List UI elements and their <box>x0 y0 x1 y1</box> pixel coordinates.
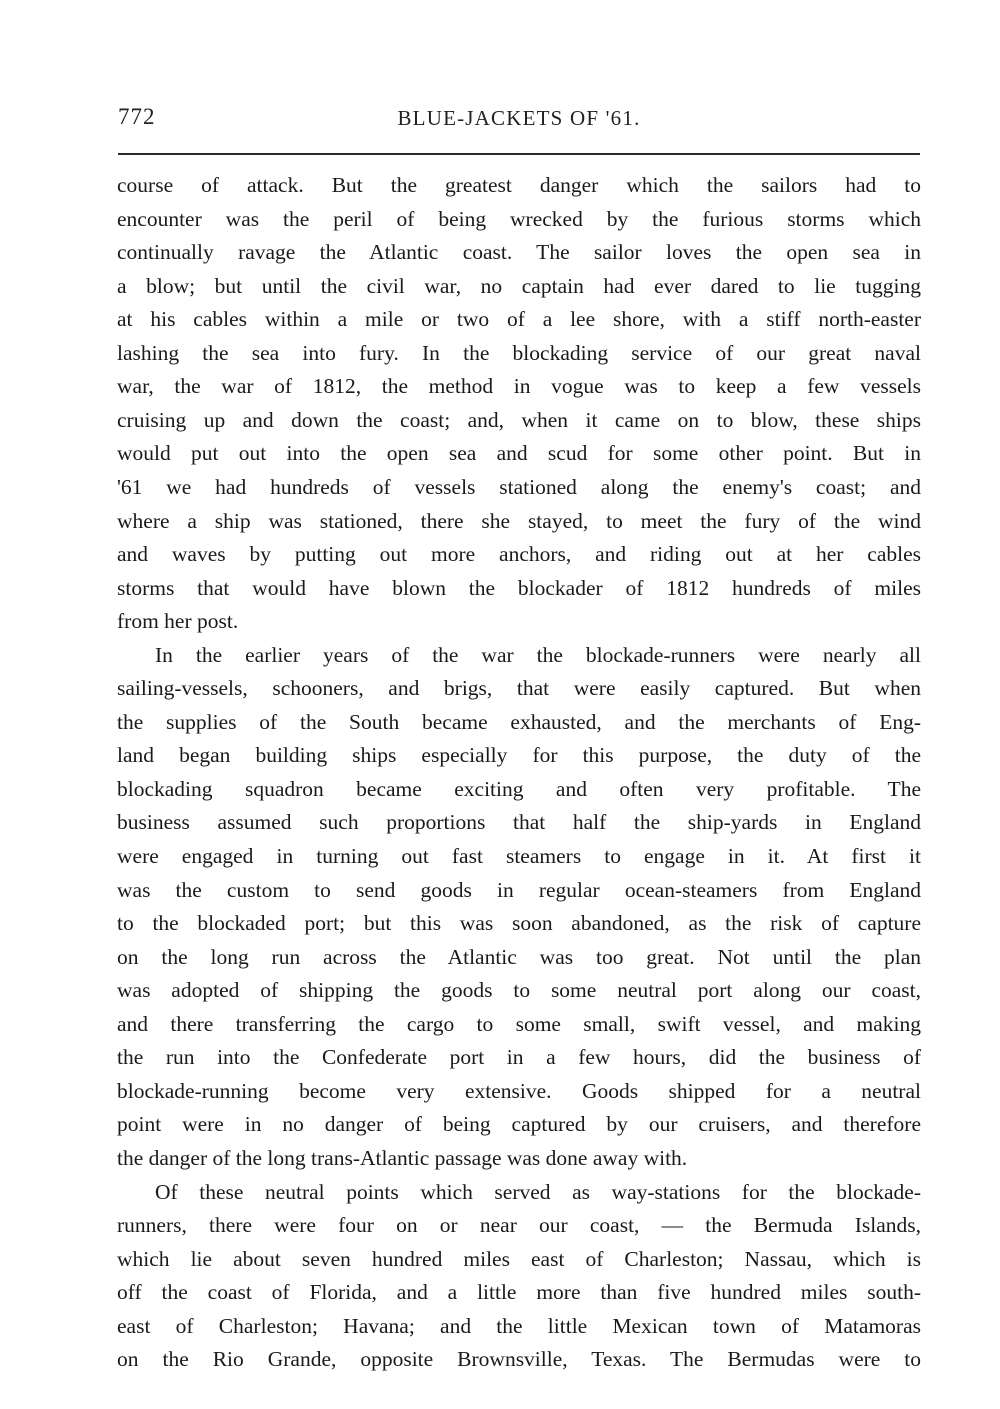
text-line: blockade-running become very extensive. Goods shipped for a neutral <box>117 1078 921 1103</box>
text-line: course of attack. But the greatest danger which the sailors had to <box>117 173 921 197</box>
text-line: were engaged in turning out fast steamers to engage in it. At first it <box>117 844 921 868</box>
page-number: 772 <box>118 104 156 129</box>
text-line: continually ravage the Atlantic coast. The sailor loves the open sea in <box>117 240 921 265</box>
text-line: was adopted of shipping the goods to some neutral port along our coast, <box>117 978 921 1003</box>
text-line: runners, there were four on or near our coast, — the Bermuda Islands, <box>117 1213 921 1238</box>
text-line: and waves by putting out more anchors, and riding out at her cables <box>117 542 921 567</box>
running-head <box>118 104 920 140</box>
text-line: the run into the Confederate port in a few hours, did the business of <box>117 1045 921 1070</box>
text-line: where a ship was stationed, there she stayed, to meet the fury of the wind <box>117 508 921 533</box>
paragraph-first-line: Of these neutral points which served as way-stations for the blockade- <box>155 1179 921 1204</box>
text-line: would put out into the open sea and scud for some other point. But in <box>117 441 921 466</box>
text-line: blockading squadron became exciting and often very profitable. The <box>117 776 921 801</box>
text-line: on the long run across the Atlantic was too great. Not until the plan <box>117 944 921 969</box>
running-title: BLUE-JACKETS OF '61. <box>397 106 641 130</box>
text-line: '61 we had hundreds of vessels stationed along the enemy's coast; and <box>117 474 921 499</box>
text-line: point were in no danger of being captured by our cruisers, and therefore <box>117 1112 921 1137</box>
text-line: business assumed such proportions that half the ship-yards in England <box>117 810 921 835</box>
text-line: and there transferring the cargo to some small, swift vessel, and making <box>117 1011 921 1036</box>
text-line: east of Charleston; Havana; and the little Mexican town of Matamoras <box>117 1313 921 1338</box>
text-line: sailing-vessels, schooners, and brigs, that were easily captured. But when <box>117 676 921 701</box>
text-line: to the blockaded port; but this was soon abandoned, as the risk of capture <box>117 911 921 936</box>
text-line: a blow; but until the civil war, no captain had ever dared to lie tugging <box>117 273 921 298</box>
text-line: land began building ships especially for this purpose, the duty of the <box>117 743 921 768</box>
text-line: the danger of the long trans-Atlantic passage was done away with. <box>117 1145 688 1170</box>
text-line: at his cables within a mile or two of a lee shore, with a stiff north-easter <box>117 307 921 332</box>
text-line: the supplies of the South became exhausted, and the merchants of Eng- <box>117 709 921 734</box>
text-line: on the Rio Grande, opposite Brownsville, Texas. The Bermudas were to <box>117 1347 921 1372</box>
text-line: encounter was the peril of being wrecked by the furious storms which <box>117 206 921 231</box>
text-line: lashing the sea into fury. In the blockading service of our great naval <box>117 340 921 365</box>
text-line: cruising up and down the coast; and, when it came on to blow, these ships <box>117 407 921 432</box>
header-rule <box>118 153 920 155</box>
text-line: was the custom to send goods in regular ocean-steamers from England <box>117 877 921 902</box>
text-line: storms that would have blown the blockader of 1812 hundreds of miles <box>117 575 921 600</box>
text-line: off the coast of Florida, and a little more than five hundred miles south- <box>117 1280 921 1305</box>
text-line: war, the war of 1812, the method in vogue was to keep a few vessels <box>117 374 921 399</box>
text-line: from her post. <box>117 609 239 634</box>
paragraph-first-line: In the earlier years of the war the blockade-runners were nearly all <box>155 642 921 667</box>
text-line: which lie about seven hundred miles east of Charleston; Nassau, which is <box>117 1246 921 1271</box>
